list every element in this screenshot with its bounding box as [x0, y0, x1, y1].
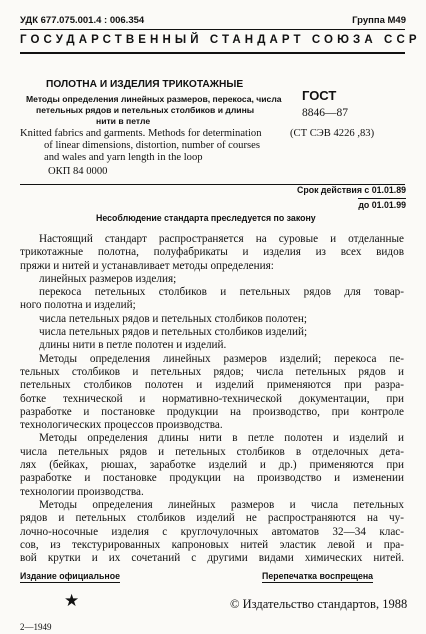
body-line: числа петельных рядов и петельных столбиков в отделочных дета- — [20, 445, 404, 458]
body-line: Методы определения длины нити в петле полотен и изделий и — [39, 432, 404, 445]
law-notice: Несоблюдение стандарта преследуется по закону — [96, 213, 316, 223]
validity-start: Срок действия с 01.01.89 — [296, 185, 406, 195]
body-line: числа петельных рядов и петельных столбиков изделий; — [39, 326, 308, 339]
body-line: сов, из текстурированных капроновых нитей эластик левой и пра- — [20, 538, 404, 551]
official-edition-label: Издание официальное — [20, 571, 120, 581]
star-icon: ★ — [64, 591, 80, 610]
state-standard-heading: ГОСУДАРСТВЕННЫЙ СТАНДАРТ СОЮЗА ССР — [20, 34, 421, 46]
body-line: рядов и петельных столбиков изделий не распространяются на чу- — [20, 512, 404, 525]
body-line: Настоящий стандарт распространяется на суровые и отделанные — [39, 233, 404, 245]
title-en-2: of linear dimensions, distortion, number of courses — [44, 140, 260, 151]
title-en-1: Knitted fabrics and garments. Methods for determination — [20, 128, 262, 139]
body-line: лях (бейках, рюшах, заработке изделий и др.) применяются при — [20, 459, 404, 472]
body-line: разработке и постановке продукции на производство, при контроле — [20, 405, 404, 418]
st-sev-ref: (СТ СЭВ 4226 ,83) — [290, 128, 375, 139]
body-line: технологии производства. — [20, 485, 144, 498]
header-rule-top — [20, 29, 405, 30]
subtitle-ru-3: нити в петле — [96, 116, 151, 126]
title-ru: ПОЛОТНА И ИЗДЕЛИЯ ТРИКОТАЖНЫЕ — [46, 79, 244, 90]
udk-code: УДК 677.075.001.4 : 006.354 — [20, 15, 145, 26]
body-line: лочно-носочные изделия с круглочулочных автоматов 32—34 клас- — [20, 525, 404, 538]
reprint-prohibited-label: Перепечатка воспрещена — [262, 571, 374, 581]
subtitle-ru-2: петельных рядов и петельных столбиков и длины — [36, 105, 255, 115]
group-code: Группа М49 — [352, 15, 406, 26]
validity-end: до 01.01.99 — [358, 200, 406, 210]
gost-number: 8846—87 — [302, 107, 348, 119]
body-line: линейных размеров изделия; — [39, 272, 177, 285]
body-line: ботке технической и нормативно-технической документации, при — [20, 392, 404, 405]
body-text — [20, 233, 404, 565]
body-line: числа петельных рядов и петельных столбиков полотен; — [39, 312, 307, 325]
body-line: технологических процессов производства. — [20, 419, 223, 432]
body-line: вой крутки и их сочетаний с другими видами химических нитей. — [20, 552, 404, 565]
gost-label: ГОСТ — [302, 88, 337, 103]
body-line: пряжи и нитей и устанавливает методы определения: — [20, 259, 274, 272]
subtitle-ru-1: Методы определения линейных размеров, перекоса, числа — [26, 94, 282, 104]
body-line: ного полотна и изделий; — [20, 299, 136, 312]
body-line: тельных столбиков и петельных рядов; числа петельных рядов и — [20, 365, 404, 378]
body-line: перекоса петельных столбиков и петельных рядов для товар- — [39, 286, 404, 299]
body-line: Методы определения линейных размеров изделий; перекоса пе- — [39, 352, 404, 365]
body-line: Методы определения линейных размеров и числа петельных — [39, 498, 404, 511]
header-rule-bottom — [20, 52, 405, 54]
body-line: трикотажные полотна, полуфабрикаты и изделия из всех видов — [20, 246, 404, 259]
body-line: петельных столбиков полотен и изделий применяются при разра- — [20, 379, 404, 392]
okp-code: ОКП 84 0000 — [48, 166, 108, 177]
title-en-3: and wales and yarn length in the loop — [44, 152, 203, 163]
body-line: разработке и постановке продукции на производство и изменении — [20, 472, 404, 485]
copyright: © Издательство стандартов, 1988 — [230, 597, 408, 611]
body-line: длины нити в петле полотен и изделий. — [39, 339, 227, 352]
print-code: 2—1949 — [20, 622, 52, 632]
